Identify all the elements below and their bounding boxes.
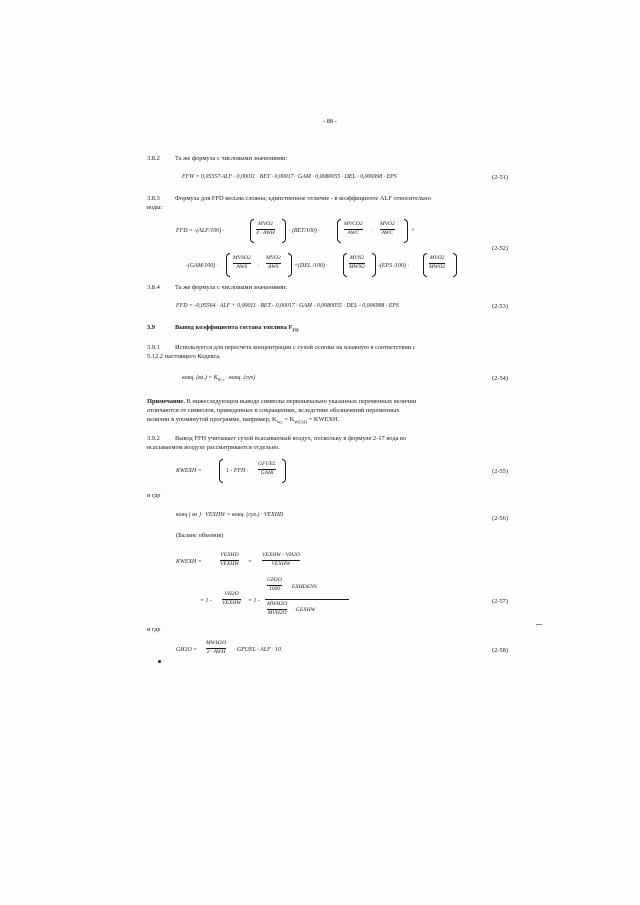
equation-number: (2-53)	[492, 303, 508, 310]
equation-number: (2-51)	[492, 174, 508, 181]
bracket	[423, 253, 427, 277]
equation-number: (2-54)	[492, 375, 508, 382]
formula-term: +(DEL /100) ·	[294, 263, 328, 269]
formula-term: -(EPS /100) ·	[378, 263, 409, 269]
formula-2-53: FFD = -0,05564 · ALF + 0,00011 · BET - 0,00017 · GAM - 0,0080055 · DEL - 0,006998 · EPS	[176, 303, 399, 309]
equation-number: (2-57)	[492, 598, 508, 605]
fraction: MWH2O MVH2O	[267, 601, 288, 616]
text-where: и где	[147, 626, 161, 633]
paragraph-line: Вывод FFH учитывает сухой всасываемый воздух, поскольку в формуле 2-17 вода во	[175, 435, 407, 442]
note-line: отличаются от символов, приведенных в сокращениях, вследствие обозначений переменных	[147, 407, 400, 414]
bracket	[404, 219, 408, 243]
note-line: Примечание. В нижеследующем выводе символы первоначально указанных переменных величин	[147, 398, 417, 405]
formula-term: · (BET/100) ·	[289, 228, 320, 234]
fraction: MWH2O 2 · AWH	[206, 640, 227, 655]
balance-label: (Баланс объемов)	[176, 532, 224, 539]
fraction: MVO2 4 · AWH	[256, 221, 275, 236]
formula-term: · GFUEL · ALF · 10	[234, 647, 281, 653]
formula-2-56: конц ( вл ) · VEXHW = конц. (сух.) · VEXHD	[176, 512, 284, 518]
formula-term: 1 - FFH ·	[226, 468, 249, 474]
section-number: 3.9	[147, 324, 155, 331]
equation-number: (2-58)	[492, 647, 508, 654]
bracket	[219, 459, 223, 483]
formula-term: = 1 -	[248, 598, 260, 604]
fraction: MVO2 MWO2	[429, 255, 446, 270]
fraction: GFUEL GAIR	[258, 461, 277, 476]
bracket	[282, 219, 286, 243]
scan-mark	[536, 624, 542, 625]
compound-fraction: GH2O 1000 · EXHDENS MWH2O MVH2O · GEXHW	[265, 578, 351, 620]
fraction: VEXHD VEXHW	[220, 552, 239, 567]
main-fraction-bar	[265, 599, 349, 600]
section-number: 3.9.2	[147, 435, 160, 442]
paragraph-line: воды:	[147, 204, 163, 211]
fraction: VEXHW - VH2O VEXHW	[262, 552, 300, 567]
fraction: GH2O 1000	[267, 577, 282, 592]
bracket	[226, 253, 230, 277]
fraction: MVSO2 AWS	[233, 255, 251, 270]
section-title: Та же формула с числовыми значениями:	[175, 155, 288, 162]
note-line: величин в упомянутой программе, например, $K_{W,r} = K_{WEXH}$ = KWEXH.	[147, 416, 340, 425]
section-title: Вывод коэффициента состава топлива $F_{FH}$	[175, 324, 299, 333]
paragraph-line: всасываемом воздухе рассматривается отдельно.	[147, 444, 280, 451]
formula-term: FFD = -(ALF/100) ·	[176, 228, 225, 234]
formula-term: GH2O =	[176, 647, 198, 653]
fraction: MVO2 AWS	[266, 255, 281, 270]
paragraph-line: Формула для FFD весьма сложна; единственное отличие - в коэффициенте ALF относительно	[175, 195, 431, 202]
formula-term: = 1 -	[200, 598, 212, 604]
section-number: 3.8.4	[147, 284, 160, 291]
fraction: MVN2 MWN2	[349, 255, 365, 270]
scan-dot	[158, 660, 161, 663]
equation-number: (2-52)	[492, 245, 508, 252]
fraction: MVCO2 AWC	[344, 221, 363, 236]
formula-term: -(GAM/100) ·	[186, 263, 219, 269]
formula-2-54: конц. $(вл.) = K_{W, r}$ · конц. (сух)	[182, 375, 256, 383]
section-title: Та же формула с числовыми значениями:	[175, 284, 288, 291]
formula-term: KWEXH =	[176, 468, 202, 474]
equation-number: (2-56)	[492, 515, 508, 522]
text-where: и где	[147, 492, 161, 499]
equation-number: (2-55)	[492, 468, 508, 475]
section-number: 3.9.1	[147, 344, 160, 351]
bracket	[337, 219, 341, 243]
bracket	[282, 459, 286, 483]
page-number: - 88 -	[323, 118, 337, 125]
bracket	[372, 253, 376, 277]
fraction: VH2O VEXHW	[222, 591, 241, 606]
fraction: MVO2 AWC	[380, 221, 395, 236]
bracket	[453, 253, 457, 277]
section-number: 3.8.3	[147, 195, 160, 202]
section-number: 3.8.2	[147, 155, 160, 162]
document-page: - 88 - 3.8.2 Та же формула с числовыми значениями: FFW = 0,05557·ALF · 0,00011 · BET · 0,00017 · GAM · 0,0080055 · DEL · 0,006998 · EPS (2-51) 3.8.3 Формула для FFD весьма сложна; единственное отличие - в коэффициенте ALF относительно воды: FFD = -(ALF/100) · MVO2 4 · AWH · (BET/100) · MVCO2 AWC · MVO2 AWC + -(GAM/100) · MVSO2 AWS · MVO2 AWS +(DEL /100) · MVN2 MWN2 -(EPS /100) · MVO2 MWO2 (2-52) 3.8.4 Та же формула с числовыми значениями: FFD = -0,05564 · ALF + 0,00011 · BET - 0,00017 · GAM - 0,0080055 · DEL - 0,006998 · EPS (2-53) 3.9 Вывод коэффициента состава топлива $F_{FH}$ 3.9.1 Используется для пересчета концентрации с сухой основы на влажную в соответствии с 5.12.2 настоящего Кодекса. конц. $(вл.) = K_{W, r}$ · конц. (сух) (2-54) Примечание. В нижеследующем выводе символы первоначально указанных переменных величин отличаются от символов, приведенных в сокращениях, вследствие обозначений переменных величин в упомянутой программе, например, $K_{W,r} = K_{WEXH}$ = KWEXH. 3.9.2 Вывод FFH учитывает сухой всасываемый воздух, поскольку в формуле 2-17 вода во всасываемом воздухе рассматривается отдельно. KWEXH = 1 - FFH · GFUEL GAIR (2-55) и где конц ( вл ) · VEXHW = конц. (сух.) · VEXHD (2-56) (Баланс объемов) KWEXH = VEXHD VEXHW = VEXHW - VH2O VEXHW = 1 - VH2O VEXHW = 1 - GH2O 1000 · EXHDENS MWH2O MVH2O · GEXHW (2-57) и где GH2O = MWH2O 2 · AWH · GFUEL · ALF · 10 (2-58)	[0, 0, 640, 905]
formula-2-51: FFW = 0,05557·ALF · 0,00011 · BET · 0,00017 · GAM · 0,0080055 · DEL · 0,006998 · EPS	[182, 174, 397, 180]
paragraph-line: Используется для пересчета концентрации с сухой основы на влажную в соответствии с	[175, 344, 416, 351]
paragraph-line: 5.12.2 настоящего Кодекса.	[147, 353, 221, 360]
formula-term: KWEXH =	[176, 559, 202, 565]
bracket	[288, 253, 292, 277]
bracket	[250, 219, 254, 243]
bracket	[343, 253, 347, 277]
